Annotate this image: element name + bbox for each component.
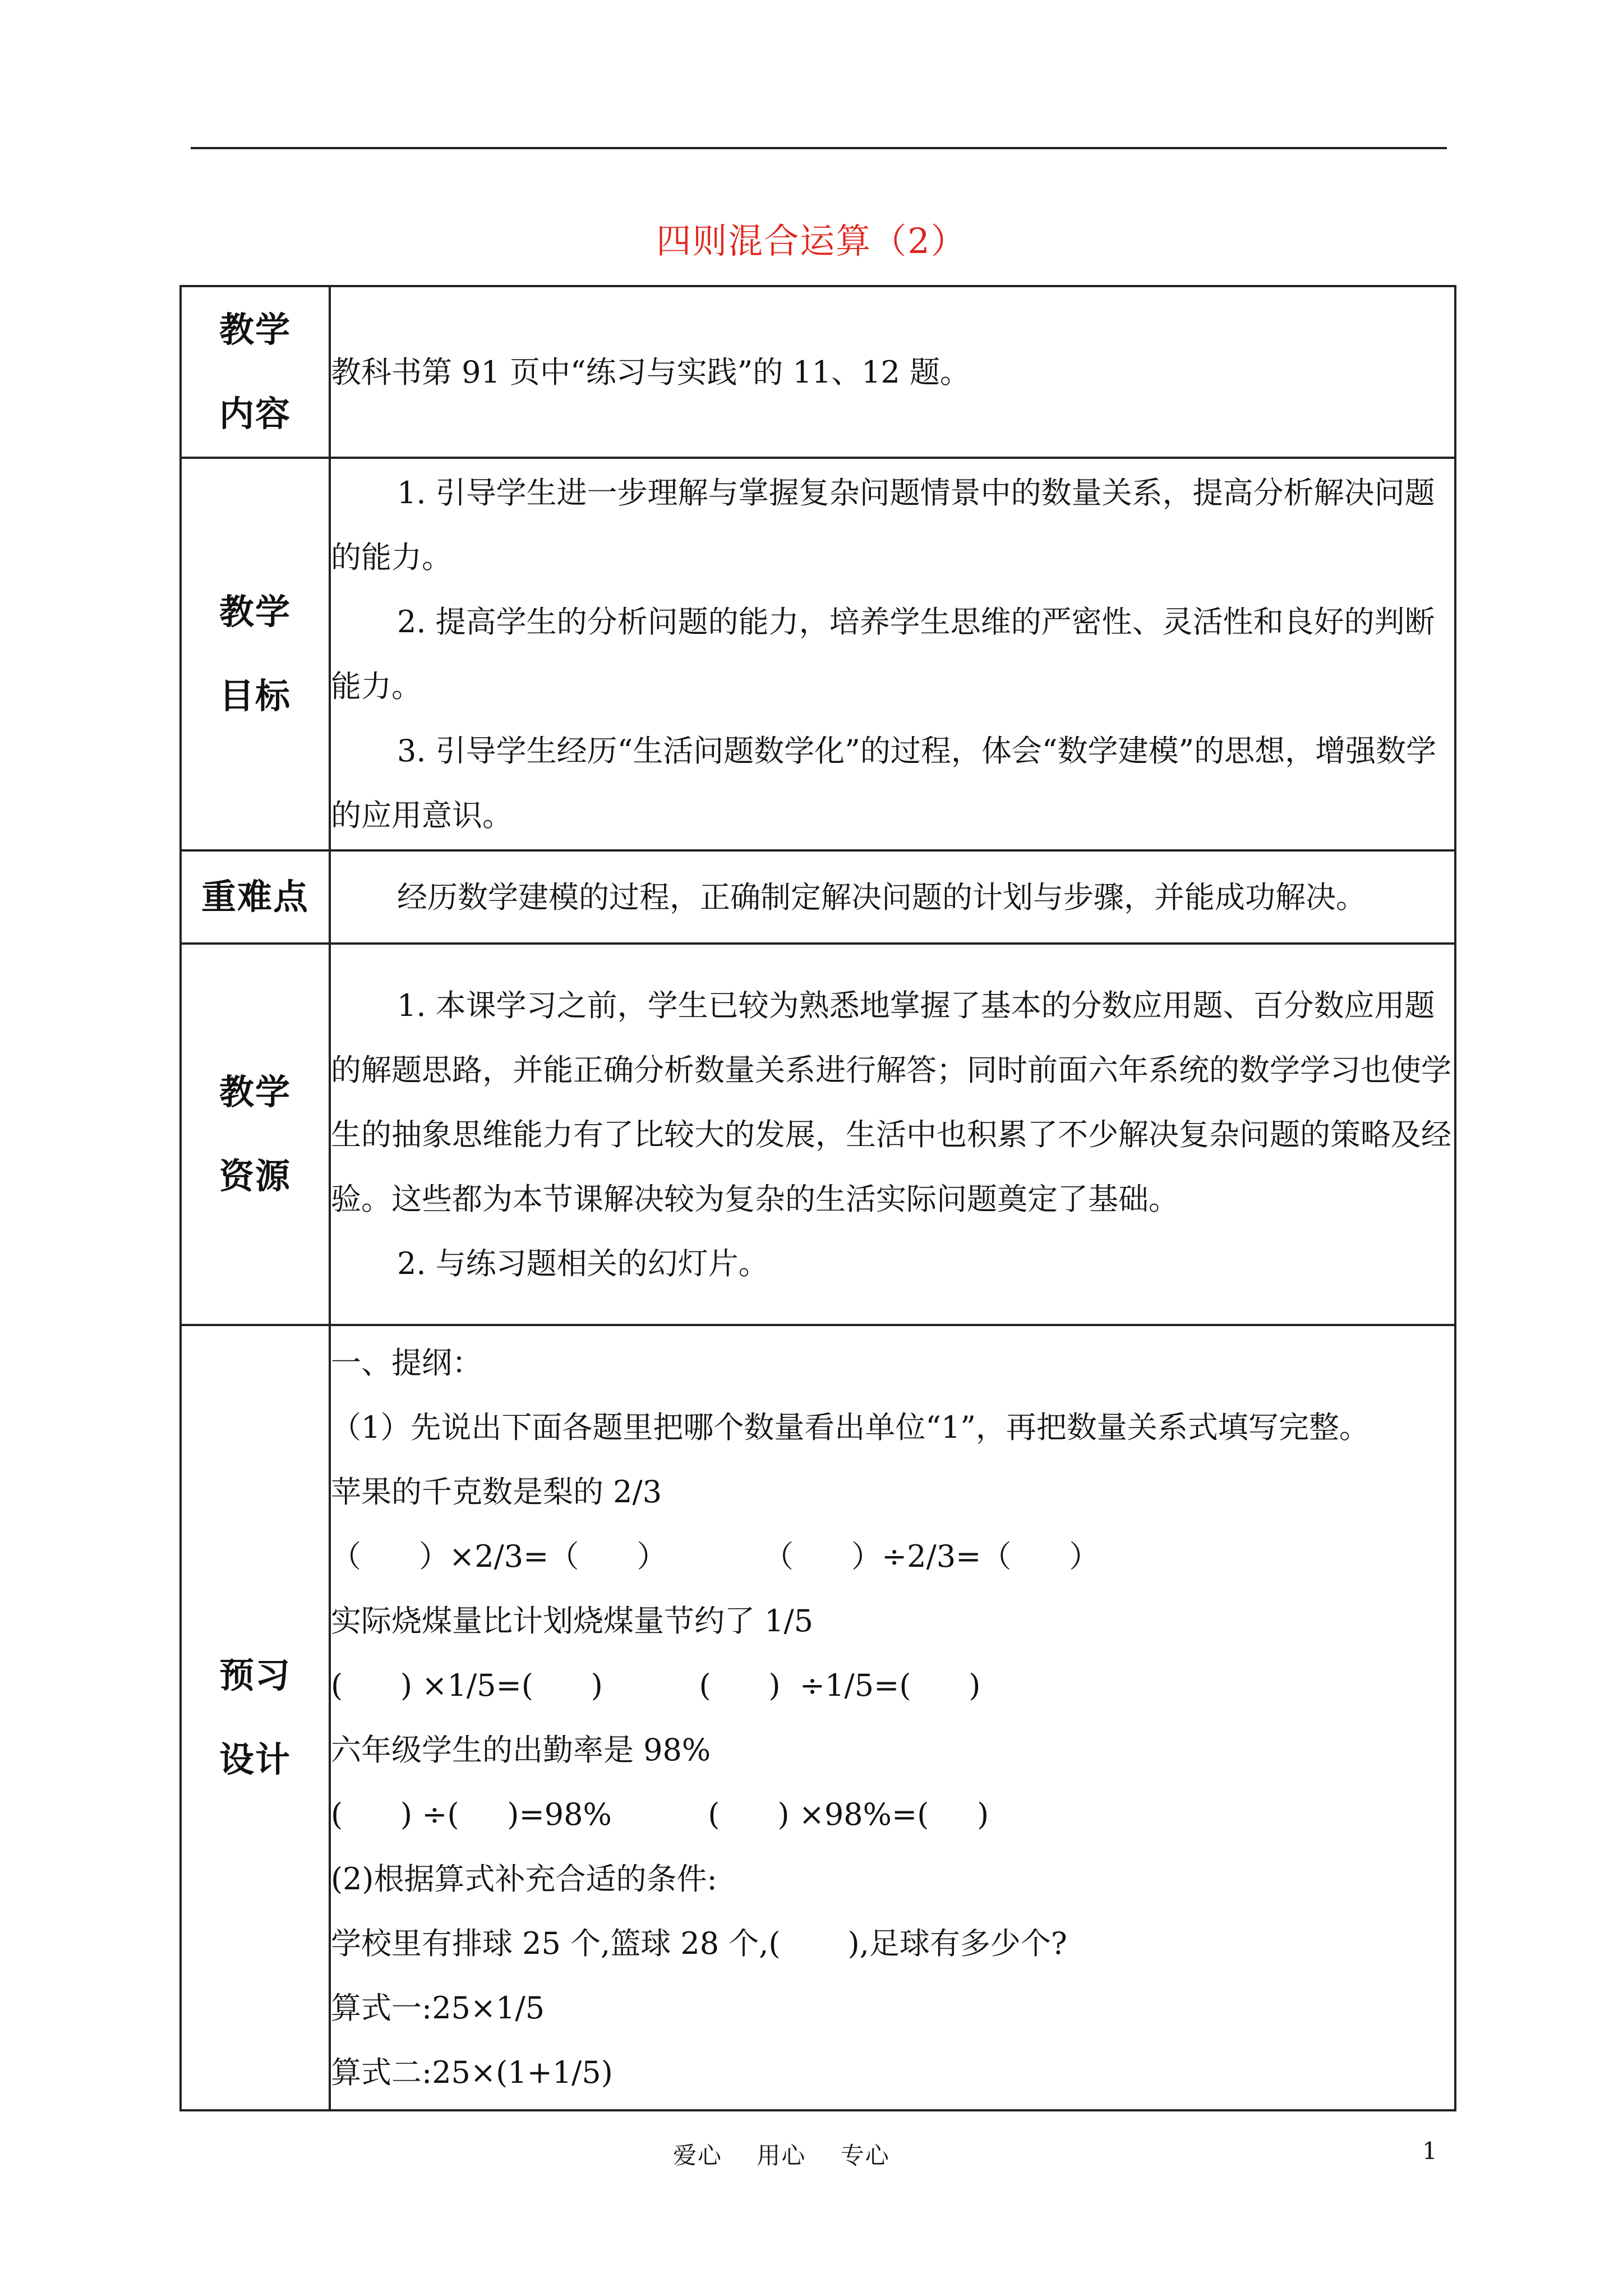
label-key-points: 重难点 xyxy=(181,850,330,944)
preview-line: （ ）×2/3=（ ） （ ）÷2/3=（ ） xyxy=(331,1539,1100,1574)
objective-item: 3. 引导学生经历“生活问题数学化”的过程，体会“数学建模”的思想，增强数学的应用意识。 xyxy=(331,733,1437,833)
preview-line: (2)根据算式补充合适的条件: xyxy=(331,1861,717,1897)
preview-line: 六年级学生的出勤率是 98% xyxy=(331,1732,711,1768)
row-key-points xyxy=(181,850,1455,944)
objective-item: 2. 提高学生的分析问题的能力，培养学生思维的严密性、灵活性和良好的判断能力。 xyxy=(331,604,1435,704)
preview-line: 算式一:25×1/5 xyxy=(331,1990,545,2026)
label-teaching-objectives: 教学 目标 xyxy=(181,458,330,850)
row-preview-design xyxy=(181,1325,1455,2110)
row-teaching-resources xyxy=(181,944,1455,1325)
teaching-content-text: 教科书第 91 页中“练习与实践”的 11、12 题。 xyxy=(330,286,1455,458)
objective-item: 1. 引导学生进一步理解与掌握复杂问题情景中的数量关系，提高分析解决问题的能力。 xyxy=(331,475,1435,575)
key-points-text: 经历数学建模的过程，正确制定解决问题的计划与步骤，并能成功解决。 xyxy=(330,850,1455,944)
row-teaching-content xyxy=(181,286,1455,458)
teaching-objectives-text xyxy=(330,458,1455,850)
preview-line: 学校里有排球 25 个,篮球 28 个,( ),足球有多少个? xyxy=(331,1926,1067,1961)
header-rule xyxy=(191,147,1447,149)
label-teaching-resources: 教学 资源 xyxy=(181,944,330,1325)
preview-line: 算式二:25×(1+1/5) xyxy=(331,2055,613,2090)
resource-item: 1. 本课学习之前，学生已较为熟悉地掌握了基本的分数应用题、百分数应用题的解题思路，并能正确分析数量关系进行解答；同时前面六年系统的数学学习也使学生的抽象思维能力有了比较大的发展，生活中也积累了不少解决复杂问题的策略及经验。这些都为本节课解决较为复杂的生活实际问题奠定了基础。 xyxy=(331,987,1451,1217)
lesson-plan-table xyxy=(179,285,1456,2111)
row-teaching-objectives xyxy=(181,458,1455,850)
page-footer xyxy=(0,2137,1623,2182)
preview-line: ( ) ÷( )=98% ( ) ×98%=( ) xyxy=(331,1797,989,1832)
label-preview-design: 预习 设计 xyxy=(181,1325,330,2110)
resource-item: 2. 与练习题相关的幻灯片。 xyxy=(397,1245,769,1281)
preview-line: （1）先说出下面各题里把哪个数量看出单位“1”，再把数量关系式填写完整。 xyxy=(331,1410,1370,1445)
footer-motto: 爱心 用心 专心 xyxy=(673,2142,890,2169)
label-teaching-content: 教学 内容 xyxy=(181,286,330,458)
preview-line: 一、提纲： xyxy=(331,1345,482,1381)
page-title: 四则混合运算（2） xyxy=(656,220,967,261)
teaching-resources-text xyxy=(330,944,1455,1325)
preview-line: 苹果的千克数是梨的 2/3 xyxy=(331,1474,662,1510)
page-number: 1 xyxy=(1422,2137,1437,2165)
preview-line: 实际烧煤量比计划烧煤量节约了 1/5 xyxy=(331,1603,814,1639)
preview-line: ( ) ×1/5=( ) ( ) ÷1/5=( ) xyxy=(331,1668,981,1703)
preview-design-text xyxy=(330,1325,1455,2110)
